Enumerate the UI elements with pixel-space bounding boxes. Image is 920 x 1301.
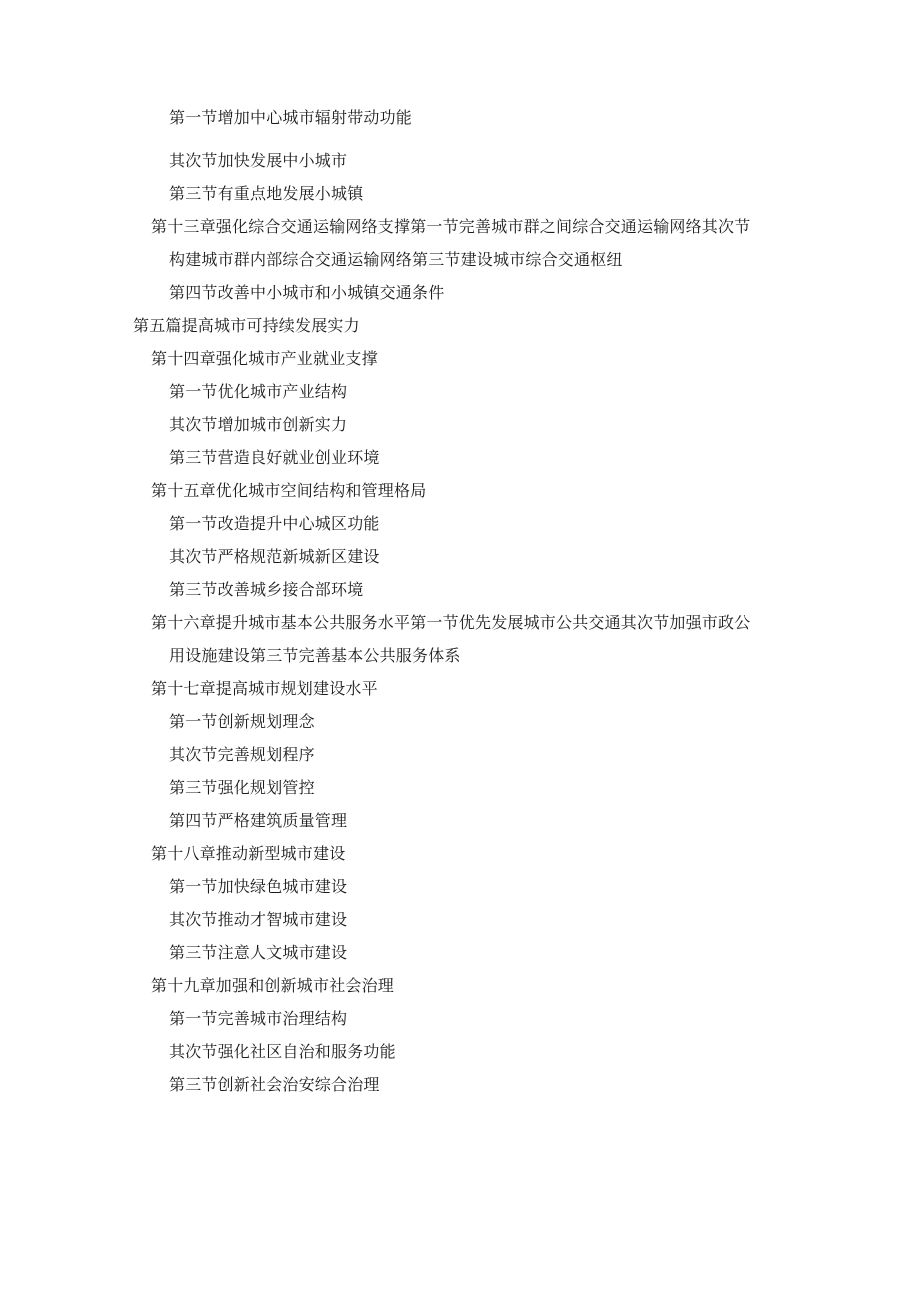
toc-chapter-continuation: 构建城市群内部综合交通运输网络第三节建设城市综合交通枢纽 (169, 250, 623, 269)
toc-chapter: 第十九章加强和创新城市社会治理 (151, 976, 395, 995)
toc-section: 其次节强化社区自治和服务功能 (169, 1042, 396, 1061)
toc-section: 第四节严格建筑质量管理 (169, 811, 348, 830)
toc-chapter-continuation: 用设施建设第三节完善基本公共服务体系 (169, 646, 461, 665)
toc-section: 第一节完善城市治理结构 (169, 1009, 348, 1028)
toc-section: 第一节优化城市产业结构 (169, 382, 348, 401)
toc-chapter: 第十七章提高城市规划建设水平 (151, 679, 378, 698)
toc-section: 第三节营造良好就业创业环境 (169, 448, 380, 467)
toc-section: 第三节有重点地发展小城镇 (169, 184, 364, 203)
toc-chapter: 第十四章强化城市产业就业支撑 (151, 349, 378, 368)
toc-chapter: 第十八章推动新型城市建设 (151, 844, 346, 863)
toc-chapter: 第十三章强化综合交通运输网络支撑第一节完善城市群之间综合交通运输网络其次节 (151, 217, 751, 236)
toc-section: 其次节推动才智城市建设 (169, 910, 348, 929)
toc-chapter: 第十五章优化城市空间结构和管理格局 (151, 481, 427, 500)
toc-section: 第一节增加中心城市辐射带动功能 (169, 108, 413, 127)
toc-part: 第五篇提高城市可持续发展实力 (133, 316, 360, 335)
toc-section: 其次节加快发展中小城市 (169, 151, 348, 170)
toc-section: 第一节改造提升中心城区功能 (169, 514, 380, 533)
toc-section: 第三节改善城乡接合部环境 (169, 580, 364, 599)
toc-section: 第一节创新规划理念 (169, 712, 315, 731)
toc-section: 第三节创新社会治安综合治理 (169, 1075, 380, 1094)
toc-section: 第四节改善中小城市和小城镇交通条件 (169, 283, 445, 302)
toc-section: 第三节强化规划管控 (169, 778, 315, 797)
toc-section: 第一节加快绿色城市建设 (169, 877, 348, 896)
toc-chapter: 第十六章提升城市基本公共服务水平第一节优先发展城市公共交通其次节加强市政公 (151, 613, 751, 632)
toc-section: 其次节完善规划程序 (169, 745, 315, 764)
toc-section: 第三节注意人文城市建设 (169, 943, 348, 962)
toc-section: 其次节严格规范新城新区建设 (169, 547, 380, 566)
toc-section: 其次节增加城市创新实力 (169, 415, 348, 434)
